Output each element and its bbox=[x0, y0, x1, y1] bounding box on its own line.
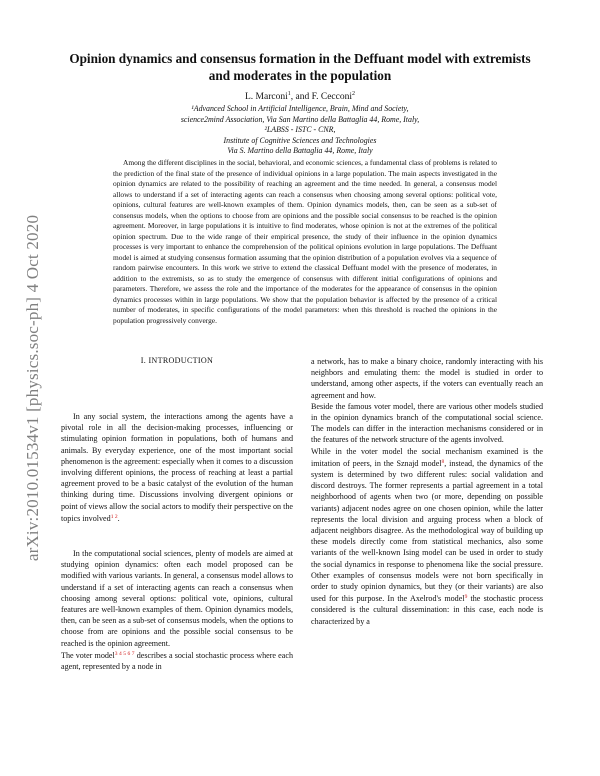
citation-link[interactable]: 3 4 5 6 7 bbox=[114, 650, 135, 657]
left-column bbox=[61, 411, 293, 672]
author-2: F. Cecconi bbox=[311, 92, 352, 103]
right-column bbox=[311, 356, 543, 627]
affiliation-line-1: ¹Advanced School in Artificial Intelligence, Brain, Mind and Society, bbox=[191, 104, 409, 113]
abstract: Among the different disciplines in the social, behavioral, and economic sciences, a fundamental class of problems is related to the prediction of the final state of the presence of individual opinions in a large population. The main aspects investigated in the opinion dynamics are related to the possibility of reaching an agreement and the time needed. In general, a consensus model allows to understand if a set of interacting agents can reach a consensus when choosing among several options: political vote, opinions, cultural features are well-known examples of them. Opinion dynamics models, then, can be seen as a sub-set of consensus models, when the options to choose from are opinions and the possible social consensus to be reached is the opinion agreement. Moreover, in large populations it is intuitive to find moderates, whose opinion is not at the extremes of the political opinion spectrum. Due to the wide range of their empirical presence, the study of their influence in the opinion dynamics processes is very important to enhance the comprehension of the political opinions evolution in large populations. The Deffuant model is aimed at studying consensus formation assuming that the opinion distribution of a population evolves via a sequence of random pairwise encounters. In this work we strive to extend the classical Deffuant model with the presence of moderates, in addition to the extremists, so as to study the emergence of consensus with different initial configurations of opinions and parameters. Therefore, we assess the role and the importance of the moderates for the appearance of consensus in the opinion dynamics processes within in large populations. We show that the population behavior is affected by the presence of a critical number of moderates, in specific configurations of the model parameters: when this threshold is reached the opinions in the population progressively converge. bbox=[113, 158, 497, 325]
right-paragraph-2: Beside the famous voter model, there are various other models studied in the opinion dynamics branch of the computational social science. The models can differ in the interaction mechanisms considered or in the features of the network structure of the agents involved. bbox=[311, 401, 543, 445]
author-separator: , and bbox=[290, 92, 312, 103]
title-line-2: and moderates in the population bbox=[208, 68, 392, 83]
intro-paragraph-1-end: . bbox=[117, 513, 120, 523]
author-list bbox=[60, 91, 540, 102]
right-paragraph-3 bbox=[311, 446, 543, 627]
author-2-affiliation-mark: 2 bbox=[352, 91, 355, 97]
author-1-affiliation-mark: 1 bbox=[287, 91, 291, 97]
author-1: L. Marconi bbox=[245, 92, 288, 103]
intro-paragraph-1 bbox=[61, 411, 293, 524]
citation-link[interactable]: 1 2 bbox=[110, 513, 118, 520]
intro-paragraph-1-text: In any social system, the interactions among the agents have a pivotal role in all the decision-making processes, influencing or stimulating opinion formation in populations, both of humans and animals. By everyday experience, one of the most important social phenomenon is the agreement: especially when it comes to a discussion involving different opinions, the process of reaching at least a partial agreement proved to be a basic catalyst of the evolution of the human thinking during time. Discussions involving divergent opinions or point of views allow the social actors to modify their perspective on the topics involved bbox=[61, 412, 293, 523]
title-line-1: Opinion dynamics and consensus formation in the Deffuant model with extremists bbox=[69, 51, 531, 66]
arxiv-id: arXiv:2010.01534v1 [physics.soc-ph] 4 Oct 2020 bbox=[23, 214, 43, 562]
affiliation-line-5: Via S. Martino della Battaglia 44, Rome, Italy bbox=[227, 146, 373, 155]
right-paragraph-3-b: , instead, the dynamics of the system is determined by two different rules: social validation and discord destroys. The former represents a partial agreement in a total neighborhood of agents when two (or more, depending on possible variants) adjacent nodes agree on one chosen opinion, while the latter represents the local division and arguing process when a block of adjacent neighbors disagree. As the methodological way of building up these models directly come from statistical mechanics, also some variants of the well-known Ising model can be used in order to study the social dynamics in response to phenomena like the social pressure. Other examples of consensus models were not born specifically in order to study opinion dynamics, but they (or their variants) are also used for this purpose. In the Axelrod's model bbox=[311, 458, 543, 604]
affiliation-line-4: Institute of Cognitive Sciences and Technologies bbox=[223, 136, 377, 145]
arxiv-stamp bbox=[22, 0, 44, 776]
paper-title bbox=[60, 50, 540, 84]
citation-link[interactable]: 8 bbox=[441, 458, 445, 465]
intro-paragraph-3 bbox=[61, 649, 293, 672]
affiliation-line-2: science2mind Association, Via San Martino della Battaglia 44, Rome, Italy, bbox=[180, 115, 420, 124]
intro-paragraph-3-start: The voter model bbox=[61, 650, 115, 660]
intro-paragraph-2: In the computational social sciences, plenty of models are aimed at studying opinion dynamics: often each model proposed can be modified with various variants. In general, a consensus model allows to understand if a set of interacting agents can reach a consensus when choosing among several options: political vote, opinions, cultural features are well-known examples of them. Opinion dynamics models, then, can be seen as a sub-set of consensus models, when the options to choose from are opinions and the possible social consensus to be reached is the opinion agreement. bbox=[61, 549, 293, 648]
section-heading-introduction: I. INTRODUCTION bbox=[140, 356, 214, 365]
affiliation-line-3: ²LABSS - ISTC - CNR, bbox=[264, 125, 336, 134]
right-paragraph-1: a network, has to make a binary choice, randomly interacting with his neighbors and emulating them: the model is studied in order to understand, among other aspects, if the voters can eventually reach an agreement and how. bbox=[311, 357, 543, 400]
intro-paragraph-3-rest: describes a social stochastic process where each agent, represented by a node in bbox=[61, 650, 293, 672]
citation-link[interactable]: 9 bbox=[464, 594, 468, 601]
right-paragraph-3-c: the stochastic process considered is the cultural dissemination: in this case, each node is characterized by a bbox=[311, 594, 543, 626]
right-paragraph-3-a: While in the voter model the social mechanism examined is the imitation of peers, in the Sznajd model bbox=[311, 446, 543, 468]
